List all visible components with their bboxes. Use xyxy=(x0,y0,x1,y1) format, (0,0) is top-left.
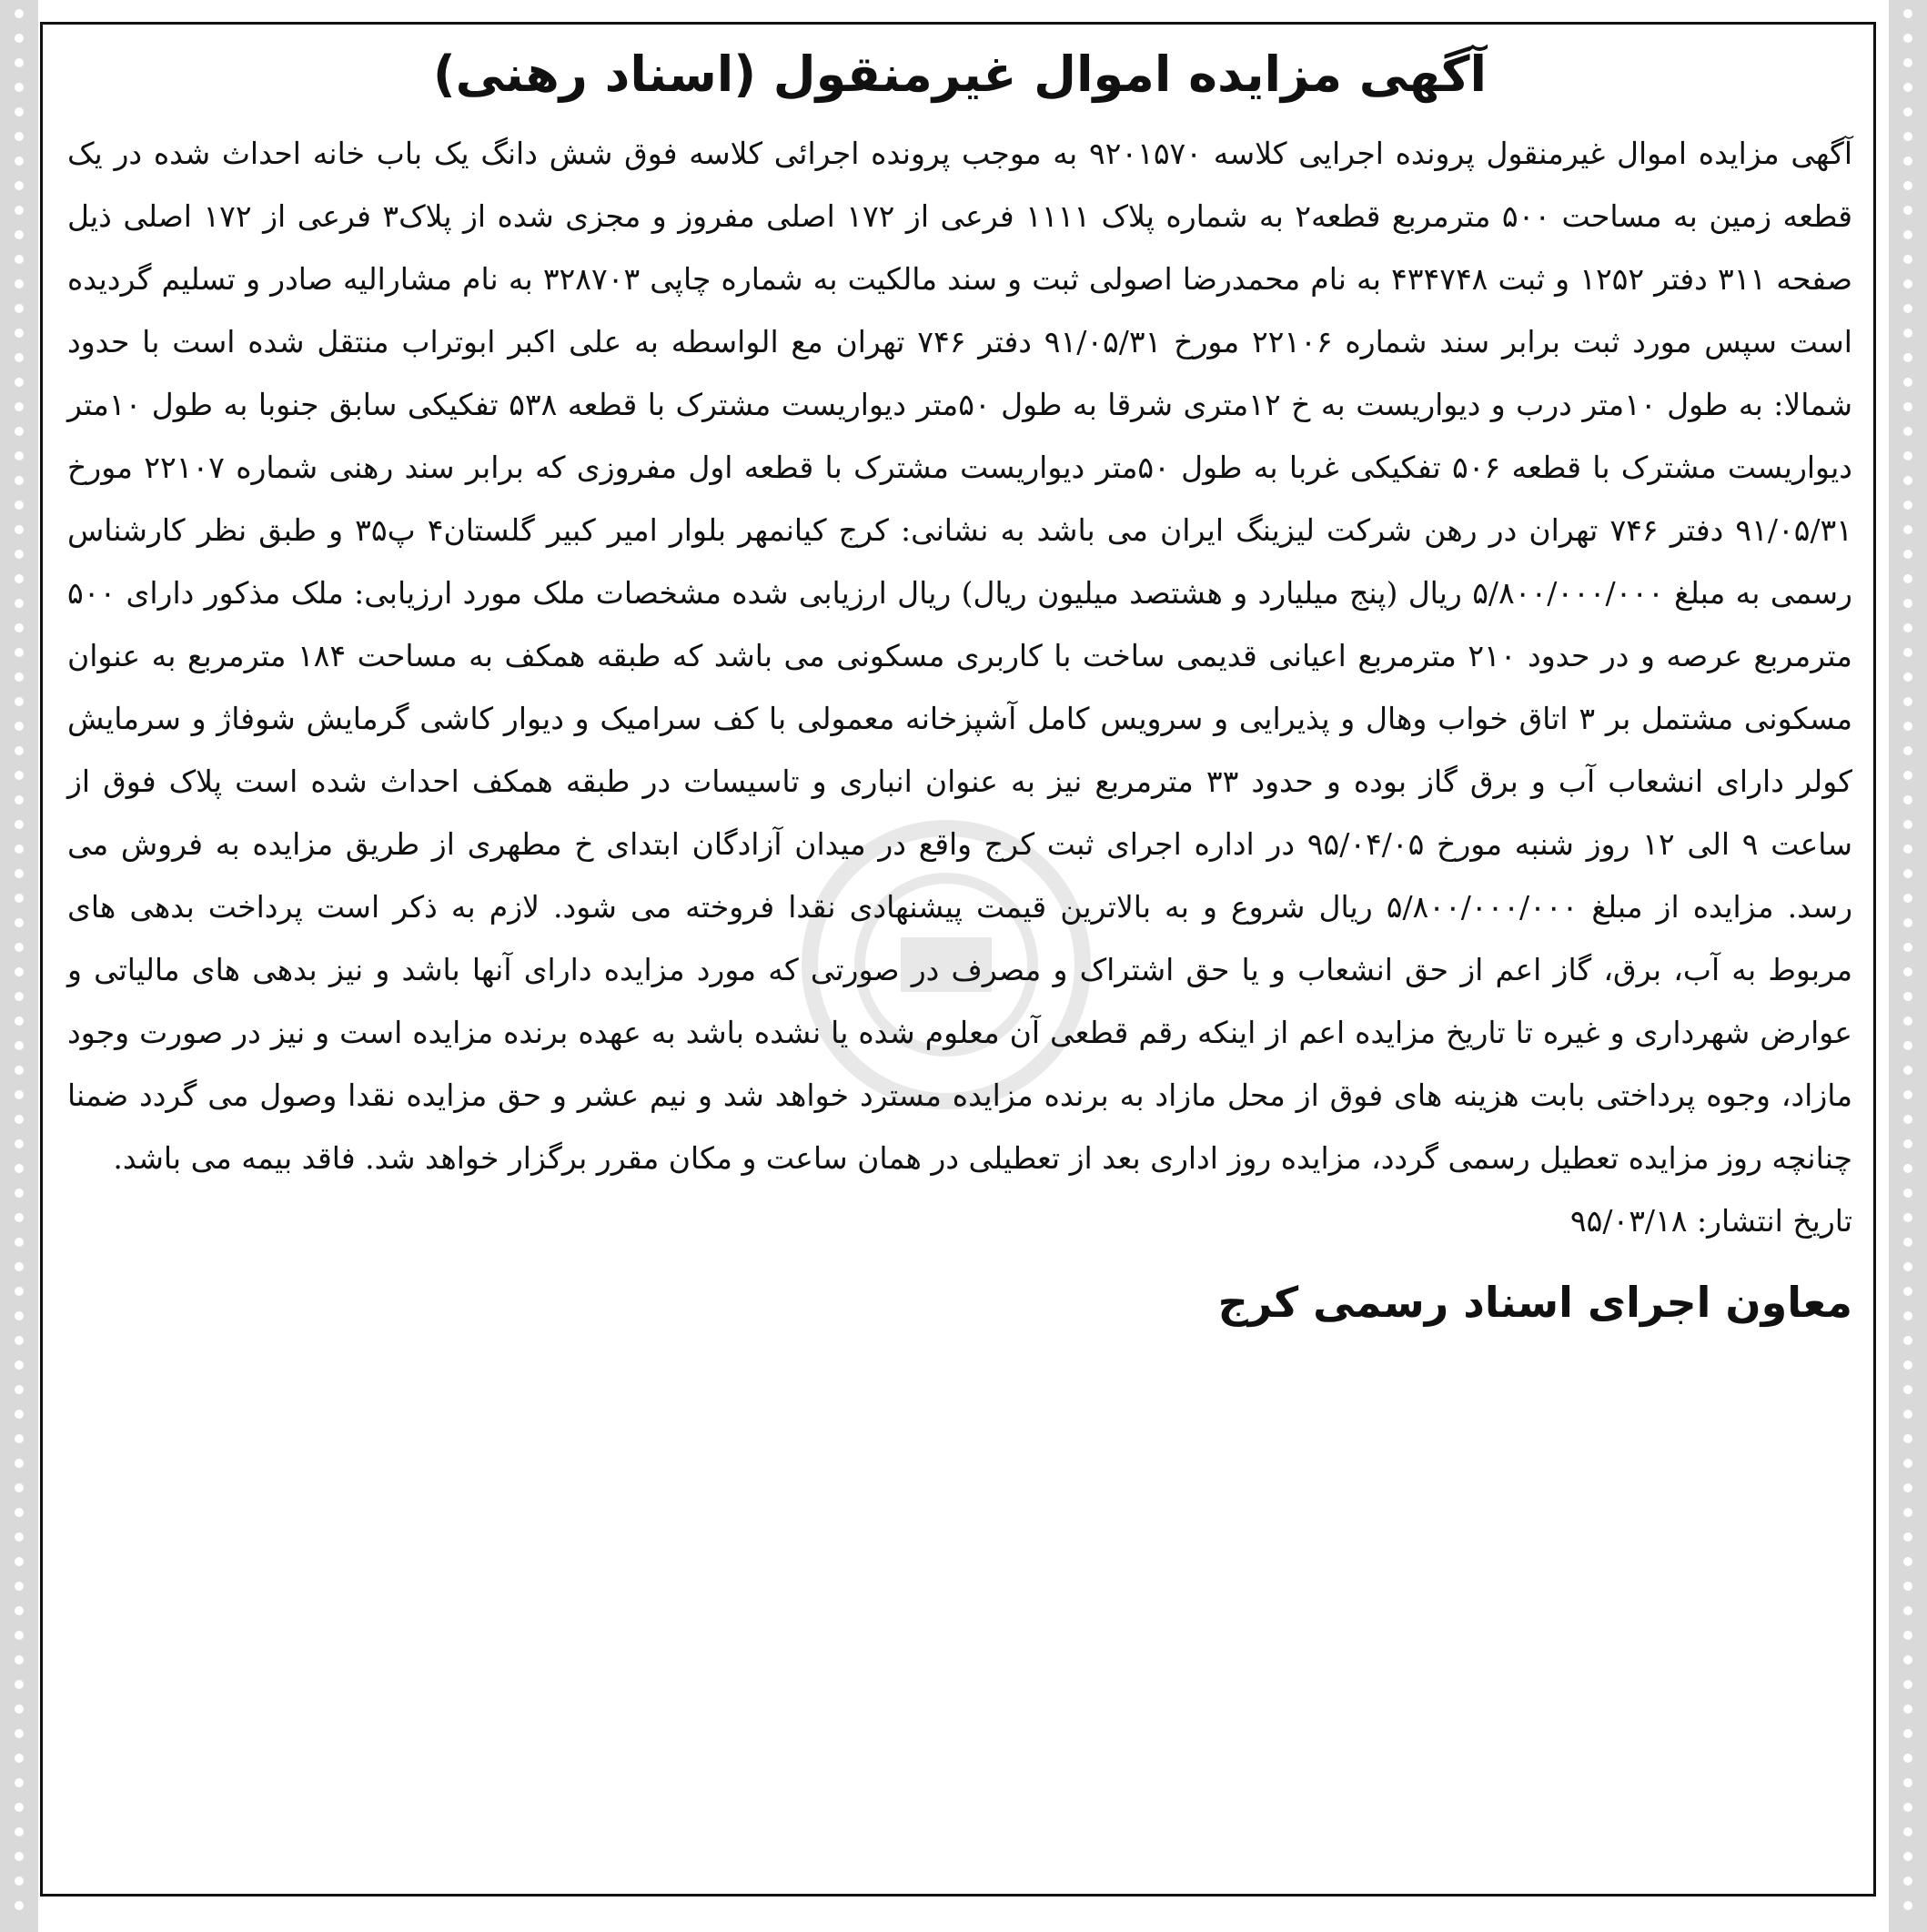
perforation-hole xyxy=(15,648,24,657)
perforation-hole xyxy=(15,1164,24,1173)
perforation-hole xyxy=(15,623,24,632)
perforation-hole xyxy=(15,795,24,804)
perforation-hole xyxy=(1903,329,1912,338)
perforation-hole xyxy=(15,1360,24,1370)
perforation-hole xyxy=(1903,83,1912,92)
perforation-hole xyxy=(1903,1213,1912,1222)
perforation-hole xyxy=(1903,1410,1912,1419)
perforation-hole xyxy=(15,967,24,976)
perforation-hole xyxy=(15,1410,24,1419)
perforation-hole xyxy=(15,1066,24,1075)
perforation-hole xyxy=(15,574,24,583)
perforation-hole xyxy=(1903,1360,1912,1370)
perforation-hole xyxy=(1903,525,1912,534)
perforation-hole xyxy=(15,1901,24,1910)
perforation-hole xyxy=(1903,1262,1912,1271)
perforation-hole xyxy=(15,992,24,1001)
perforation-hole xyxy=(1903,1434,1912,1443)
perforation-hole xyxy=(1903,107,1912,116)
perforation-hole xyxy=(1903,279,1912,288)
perforation-hole xyxy=(1903,206,1912,215)
perforation-hole xyxy=(1903,1139,1912,1148)
perforation-hole xyxy=(1903,1655,1912,1664)
perforation-hole xyxy=(15,1311,24,1320)
perforation-hole xyxy=(1903,1729,1912,1738)
perforation-hole xyxy=(15,58,24,67)
perforation-hole xyxy=(15,869,24,878)
perforation-hole xyxy=(1903,501,1912,510)
perforation-hole xyxy=(1903,255,1912,264)
perforation-hole xyxy=(15,1090,24,1099)
perforation-hole xyxy=(1903,845,1912,854)
perforation-hole xyxy=(1903,58,1912,67)
perforation-hole xyxy=(15,1459,24,1468)
publication-date: تاریخ انتشار: ۹۵/۰۳/۱۸ xyxy=(1569,1202,1852,1239)
perforation-hole xyxy=(1903,1582,1912,1591)
perforation-hole xyxy=(1903,1803,1912,1812)
perforation-hole xyxy=(1903,1778,1912,1787)
perforation-hole xyxy=(1903,1017,1912,1026)
perforation-hole xyxy=(15,845,24,854)
left-holes xyxy=(0,9,38,1920)
perforation-hole xyxy=(1903,771,1912,780)
perforation-hole xyxy=(1903,869,1912,878)
perforation-hole xyxy=(15,673,24,682)
perforation-hole xyxy=(15,1115,24,1124)
perforation-hole xyxy=(1903,574,1912,583)
perforation-hole xyxy=(15,1238,24,1247)
perforation-hole xyxy=(15,599,24,608)
perforation-hole xyxy=(15,820,24,829)
perforation-hole xyxy=(15,1827,24,1836)
perforation-hole xyxy=(1903,1532,1912,1542)
perforation-hole xyxy=(1903,1066,1912,1075)
perforation-hole xyxy=(1903,1508,1912,1517)
perforation-hole xyxy=(1903,1483,1912,1492)
perforation-hole xyxy=(1903,943,1912,952)
perforation-hole xyxy=(15,402,24,411)
perforation-hole xyxy=(1903,1631,1912,1640)
perforation-hole xyxy=(1903,1557,1912,1566)
perforation-hole xyxy=(1903,1901,1912,1910)
perforation-hole xyxy=(1903,623,1912,632)
notice-title: آگهی مزایده اموال غیرمنقول (اسناد رهنی) xyxy=(432,46,1488,103)
perforation-hole xyxy=(15,1189,24,1198)
perforation-hole xyxy=(1903,1680,1912,1689)
perforation-hole xyxy=(15,1606,24,1615)
perforation-hole xyxy=(15,894,24,903)
perforation-hole xyxy=(1903,673,1912,682)
auction-notice xyxy=(67,36,1852,1327)
perforation-hole xyxy=(15,353,24,362)
perforation-hole xyxy=(15,1213,24,1222)
perforation-hole xyxy=(1903,918,1912,927)
perforation-hole xyxy=(1903,1606,1912,1615)
perforation-hole xyxy=(15,1557,24,1566)
perforation-hole xyxy=(15,1532,24,1542)
perforation-hole xyxy=(15,206,24,215)
perforation-hole xyxy=(15,476,24,485)
perforation-hole xyxy=(1903,697,1912,706)
perforation-hole xyxy=(15,697,24,706)
perforation-hole xyxy=(15,1876,24,1886)
notice-signature: معاون اجرای اسناد رسمی کرج xyxy=(1217,1277,1852,1327)
right-perforated-edge xyxy=(1889,0,1927,1932)
perforation-hole xyxy=(1903,1754,1912,1763)
perforation-hole xyxy=(1903,746,1912,755)
perforation-hole xyxy=(15,181,24,190)
perforation-hole xyxy=(15,1287,24,1296)
perforation-hole xyxy=(1903,1827,1912,1836)
perforation-hole xyxy=(1903,1459,1912,1468)
perforation-hole xyxy=(15,1139,24,1148)
perforation-hole xyxy=(1903,476,1912,485)
perforation-hole xyxy=(15,255,24,264)
perforation-hole xyxy=(15,427,24,436)
perforation-hole xyxy=(15,1754,24,1763)
perforation-hole xyxy=(1903,1238,1912,1247)
right-holes xyxy=(1889,9,1927,1920)
perforation-hole xyxy=(15,1631,24,1640)
perforation-hole xyxy=(1903,132,1912,141)
perforation-hole xyxy=(15,746,24,755)
perforation-hole xyxy=(15,1385,24,1394)
perforation-hole xyxy=(1903,1287,1912,1296)
perforation-hole xyxy=(15,1483,24,1492)
perforation-hole xyxy=(1903,402,1912,411)
perforation-hole xyxy=(1903,1311,1912,1320)
perforation-hole xyxy=(15,9,24,18)
perforation-hole xyxy=(1903,722,1912,731)
perforation-hole xyxy=(15,501,24,510)
perforation-hole xyxy=(1903,304,1912,313)
perforation-hole xyxy=(15,1262,24,1271)
perforation-hole xyxy=(15,1778,24,1787)
perforation-hole xyxy=(1903,1115,1912,1124)
perforation-hole xyxy=(1903,967,1912,976)
perforation-hole xyxy=(1903,1385,1912,1394)
perforation-hole xyxy=(15,132,24,141)
perforation-hole xyxy=(15,107,24,116)
perforation-hole xyxy=(15,1680,24,1689)
perforation-hole xyxy=(15,157,24,166)
perforation-hole xyxy=(15,1041,24,1050)
perforation-hole xyxy=(1903,378,1912,387)
perforation-hole xyxy=(15,1655,24,1664)
perforation-hole xyxy=(15,1582,24,1591)
perforation-hole xyxy=(1903,599,1912,608)
perforation-hole xyxy=(15,1704,24,1714)
perforation-hole xyxy=(15,230,24,239)
perforation-hole xyxy=(15,1852,24,1861)
perforation-hole xyxy=(15,1803,24,1812)
perforation-hole xyxy=(15,1336,24,1345)
perforation-hole xyxy=(15,451,24,460)
perforation-hole xyxy=(1903,9,1912,18)
perforation-hole xyxy=(1903,230,1912,239)
perforation-hole xyxy=(15,771,24,780)
perforation-hole xyxy=(1903,795,1912,804)
perforation-hole xyxy=(1903,1852,1912,1861)
notice-body: آگهی مزایده اموال غیرمنقول پرونده اجرایی کلاسه ۹۲۰۱۵۷۰ به موجب پرونده اجرائی کلاسه فوق شش دانگ یک باب خانه احداث شده در یک قطعه زمین به مساحت ۵۰۰ مترمربع قطعه۲ به شماره پلاک ۱۱۱۱ فرعی از ۱۷۲ اصلی مفروز و مجزی شده از پلاک۳ فرعی از ۱۷۲ اصلی ذیل صفحه ۳۱۱ دفتر ۱۲۵۲ و ثبت ۴۳۴۷۴۸ به نام محمدرضا اصولی ثبت و سند مالکیت به شماره چاپی ۳۲۸۷۰۳ به نام مشارالیه صادر و تسلیم گردیده است سپس مورد ثبت برابر سند شماره ۲۲۱۰۶ مورخ ۹۱/۰۵/۳۱ دفتر ۷۴۶ تهران مع الواسطه به علی اکبر ابوتراب منتقل شده است با حدود شمالا: به طول ۱۰متر درب و دیواریست به خ ۱۲متری شرقا به طول ۵۰متر دیواریست مشترک با قطعه ۵۳۸ تفکیکی سابق جنوبا به طول ۱۰متر دیواریست مشترک با قطعه ۵۰۶ تفکیکی غربا به طول ۵۰متر دیواریست مشترک با قطعه اول مفروزی که برابر سند رهنی شماره ۲۲۱۰۷ مورخ ۹۱/۰۵/۳۱ دفتر ۷۴۶ تهران در رهن شرکت لیزینگ ایران می باشد به نشانی: کرج کیانمهر بلوار امیر کبیر گلستان۴ پ۳۵ و طبق نظر کارشناس رسمی به مبلغ ۵/۸۰۰/۰۰۰/۰۰۰ ریال (پنج میلیارد و هشتصد میلیون ریال) ریال ارزیابی شده مشخصات ملک مورد ارزیابی: ملک مذکور دارای ۵۰۰ مترمربع عرصه و در حدود ۲۱۰ مترمربع اعیانی قدیمی ساخت با کاربری مسکونی می باشد که طبقه همکف به مساحت ۱۸۴ مترمربع به عنوان مسکونی مشتمل بر ۳ اتاق خواب وهال و پذیرایی و سرویس کامل آشپزخانه معمولی با کف سرامیک و دیوار کاشی گرمایش شوفاژ و سرمایش کولر دارای انشعاب آب و برق گاز بوده و حدود ۳۳ مترمربع نیز به عنوان انباری و تاسیسات در طبقه همکف احداث شده است پلاک فوق از ساعت ۹ الی ۱۲ روز شنبه مورخ ۹۵/۰۴/۰۵ در اداره اجرای ثبت کرج واقع در میدان آزادگان ابتدای خ مطهری از طریق مزایده به فروش می رسد. مزایده از مبلغ ۵/۸۰۰/۰۰۰/۰۰۰ ریال شروع و به بالاترین قیمت پیشنهادی نقدا فروخته می شود. لازم به ذکر است پرداخت بدهی های مربوط به آب، برق، گاز اعم از حق انشعاب و یا حق اشتراک و مصرف در صورتی که مورد مزایده دارای آنها باشد و نیز بدهی های مالیاتی و عوارض شهرداری و غیره تا تاریخ مزایده اعم از اینکه رقم قطعی آن معلوم شده یا نشده باشد به عهده برنده مزایده است و نیز در صورت وجود مازاد، وجوه پرداختی بابت هزینه های فوق از محل مازاد به برنده مزایده مسترد خواهد شد و نیم عشر و حق مزایده نقدا وصول می گردد ضمنا چنانچه روز مزایده تعطیل رسمی گردد، مزایده روز اداری بعد از تعطیلی در همان ساعت و مکان مقرر برگزار خواهد شد. فاقد بیمه می باشد. xyxy=(67,135,1853,1176)
perforation-hole xyxy=(1903,894,1912,903)
perforation-hole xyxy=(1903,550,1912,559)
perforation-hole xyxy=(1903,181,1912,190)
perforation-hole xyxy=(15,943,24,952)
perforation-hole xyxy=(1903,992,1912,1001)
perforation-hole xyxy=(15,1729,24,1738)
perforation-hole xyxy=(1903,1704,1912,1714)
perforation-hole xyxy=(15,918,24,927)
perforation-hole xyxy=(1903,1336,1912,1345)
perforation-hole xyxy=(1903,1189,1912,1198)
perforation-hole xyxy=(1903,1164,1912,1173)
perforation-hole xyxy=(15,279,24,288)
perforation-hole xyxy=(15,304,24,313)
perforation-hole xyxy=(15,722,24,731)
perforation-hole xyxy=(1903,451,1912,460)
left-perforated-edge xyxy=(0,0,38,1932)
perforation-hole xyxy=(1903,1876,1912,1886)
perforation-hole xyxy=(1903,1041,1912,1050)
perforation-hole xyxy=(1903,353,1912,362)
perforation-hole xyxy=(15,525,24,534)
perforation-hole xyxy=(15,329,24,338)
perforation-hole xyxy=(15,83,24,92)
perforation-hole xyxy=(1903,820,1912,829)
perforation-hole xyxy=(15,378,24,387)
perforation-hole xyxy=(15,1508,24,1517)
perforation-hole xyxy=(1903,648,1912,657)
perforation-hole xyxy=(1903,427,1912,436)
perforation-hole xyxy=(1903,1090,1912,1099)
perforation-hole xyxy=(1903,157,1912,166)
perforation-hole xyxy=(15,34,24,43)
perforation-hole xyxy=(15,1017,24,1026)
perforation-hole xyxy=(15,1434,24,1443)
perforation-hole xyxy=(1903,34,1912,43)
perforation-hole xyxy=(15,550,24,559)
